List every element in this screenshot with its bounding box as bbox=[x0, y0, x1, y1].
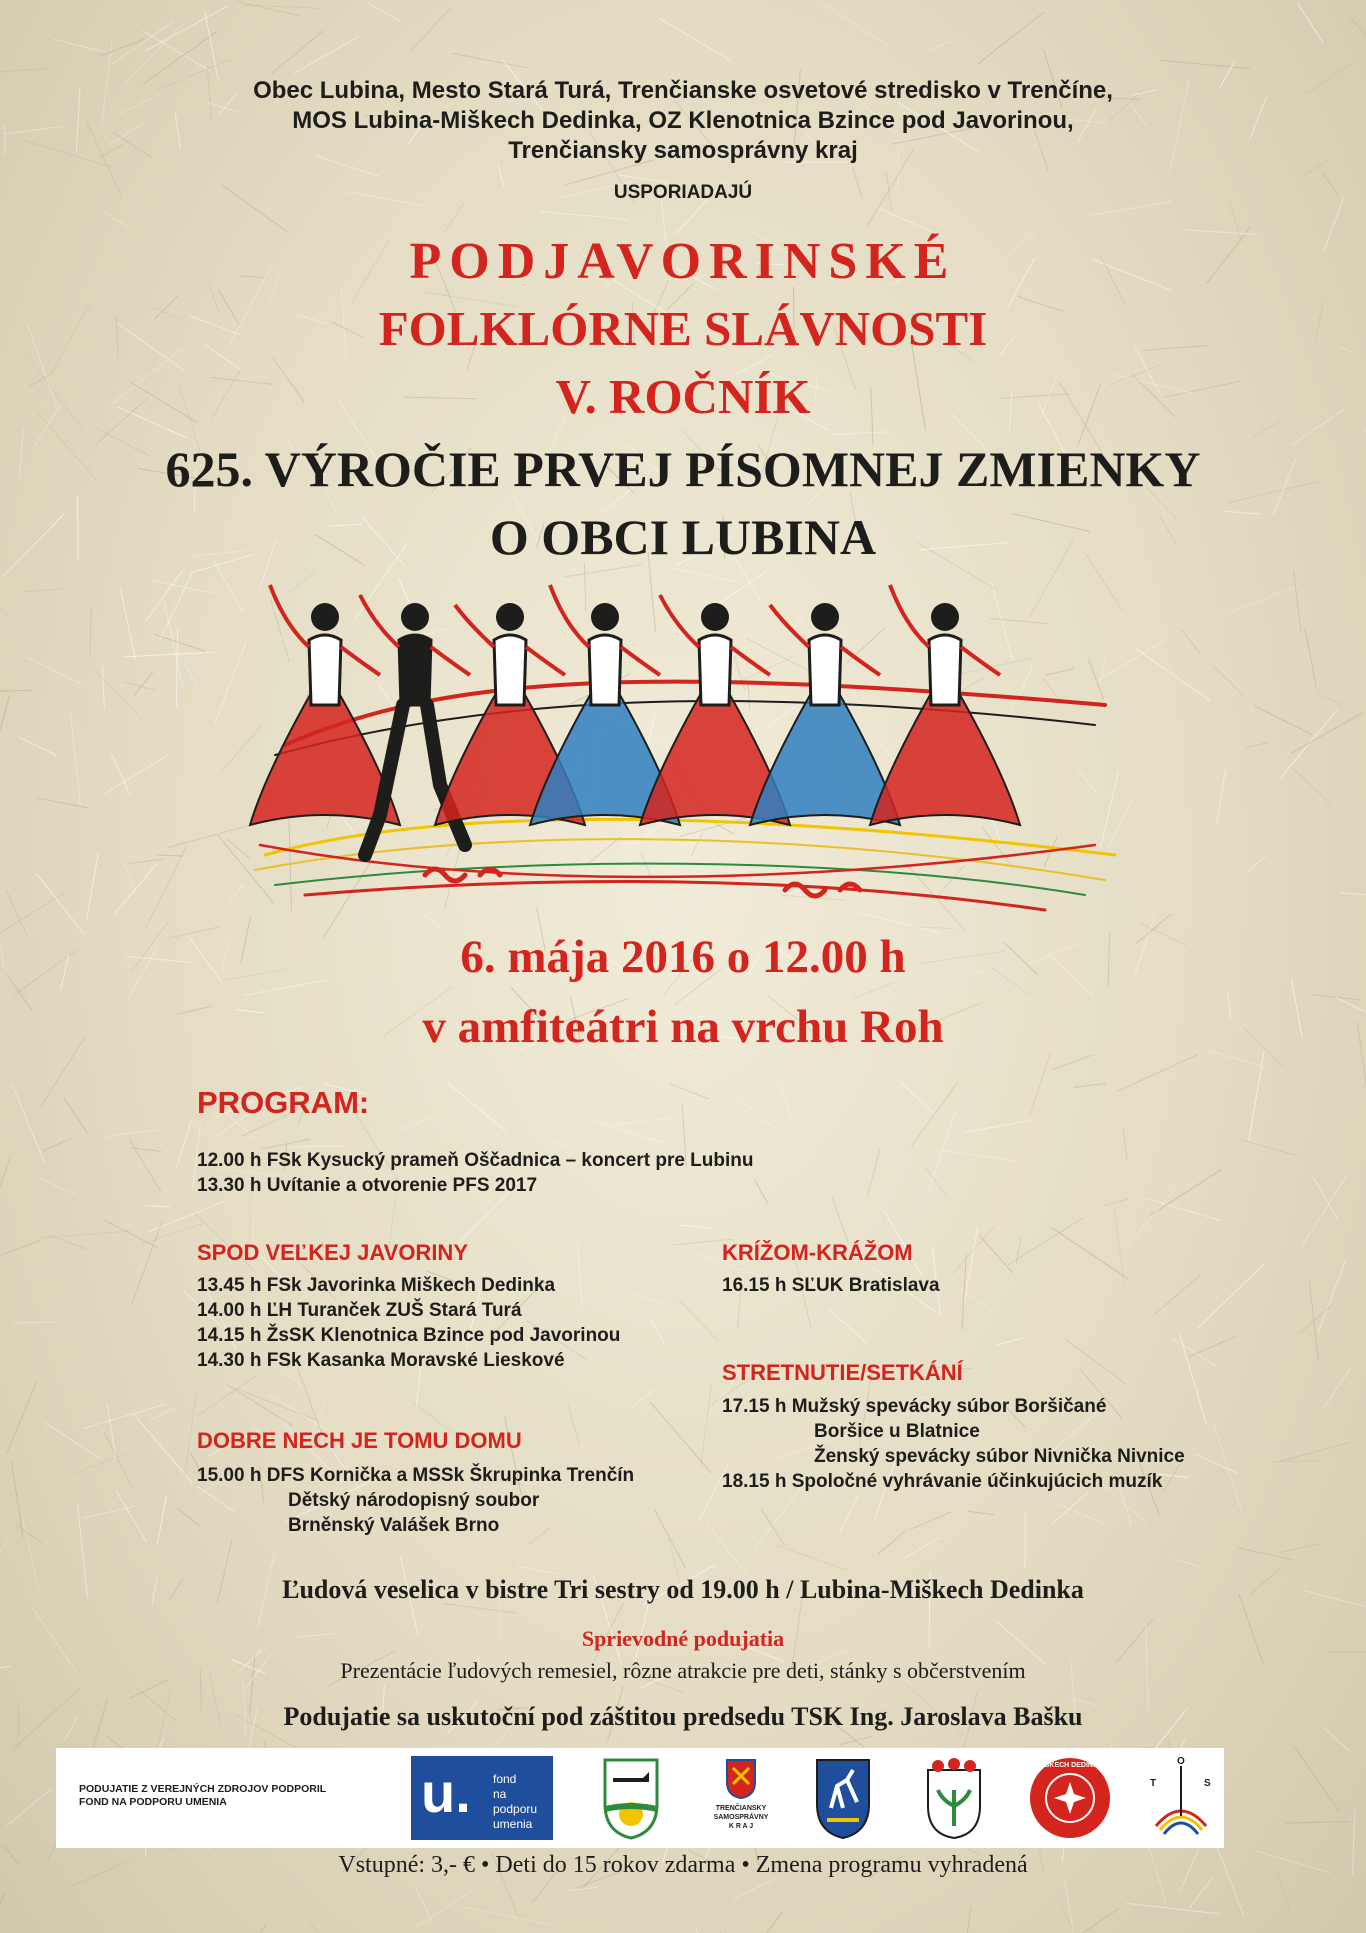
title-line-5: O OBCI LUBINA bbox=[489, 509, 877, 565]
program-text: Mužský spevácky súbor Boršičané bbox=[791, 1396, 1107, 1417]
program-item bbox=[197, 1463, 634, 1488]
program-text: Dětský národopisný soubor bbox=[288, 1490, 540, 1511]
section-spod-heading: SPOD VEĽKEJ JAVORINY bbox=[197, 1240, 468, 1265]
program-time: 12.00 h bbox=[197, 1150, 262, 1171]
tos-emblem-icon bbox=[1146, 1756, 1216, 1840]
event-date: 6. mája 2016 o 12.00 h bbox=[460, 931, 906, 983]
tos-letter: O bbox=[1177, 1756, 1185, 1767]
fund-support-text bbox=[79, 1783, 326, 1809]
organizers-line: Trenčiansky samosprávny kraj bbox=[508, 137, 858, 164]
fund-text-line: FOND NA PODPORU UMENIA bbox=[79, 1796, 227, 1808]
fund-text-line: PODUJATIE Z VEREJNÝCH ZDROJOV PODPORIL bbox=[79, 1783, 327, 1795]
program-time: 14.30 h bbox=[197, 1350, 262, 1371]
program-item bbox=[197, 1148, 754, 1173]
program-time: 14.00 h bbox=[197, 1300, 262, 1321]
program-text: SĽUK Bratislava bbox=[791, 1275, 940, 1296]
program-item bbox=[197, 1173, 754, 1198]
tsk-logo bbox=[701, 1756, 781, 1840]
fpu-logo bbox=[411, 1756, 553, 1840]
sponsor-logos bbox=[56, 1748, 1224, 1848]
title-line-3: V. ROČNÍK bbox=[555, 369, 811, 424]
section-krizom-heading: KRÍŽOM-KRÁŽOM bbox=[722, 1240, 913, 1265]
program-text: Brněnský Valášek Brno bbox=[288, 1515, 500, 1536]
title-line-4: 625. VÝROČIE PRVEJ PÍSOMNEJ ZMIENKY bbox=[165, 441, 1201, 497]
section-spod-items bbox=[197, 1273, 620, 1373]
section-stretnutie-items bbox=[722, 1394, 1185, 1494]
title-line-2: FOLKLÓRNE SLÁVNOSTI bbox=[378, 301, 988, 356]
lubina-coat-of-arms-icon bbox=[601, 1756, 661, 1840]
tsk-text-line: TRENČIANSKY bbox=[715, 1805, 767, 1812]
fpu-name-line: fond bbox=[493, 1772, 517, 1786]
fpu-mark: u. bbox=[421, 1761, 471, 1824]
tsk-shield-icon bbox=[725, 1758, 757, 1800]
program-time: 13.45 h bbox=[197, 1275, 262, 1296]
program-text: FSk Kysucký prameň Oščadnica – koncert pre Lubinu bbox=[266, 1150, 754, 1171]
program-text: Spoločné vyhrávanie účinkujúcich muzík bbox=[791, 1471, 1163, 1492]
accompanying-heading: Sprievodné podujatia bbox=[581, 1626, 785, 1651]
fpu-name-line: na podporu bbox=[493, 1787, 538, 1816]
fpu-name bbox=[493, 1772, 553, 1832]
dancer-figure bbox=[870, 585, 1020, 825]
tos-letter: T bbox=[1150, 1778, 1157, 1789]
dancer-figure bbox=[750, 603, 900, 825]
program-item bbox=[722, 1394, 1185, 1419]
program-item bbox=[722, 1273, 940, 1298]
program-item bbox=[197, 1273, 620, 1298]
program-item bbox=[722, 1469, 1185, 1494]
miskech-dedinka-coat-of-arms-icon bbox=[922, 1756, 986, 1840]
stara-tura-coat-of-arms-icon bbox=[813, 1756, 873, 1840]
section-dobre-heading: DOBRE NECH JE TOMU DOMU bbox=[197, 1428, 522, 1453]
program-text: Ženský spevácky súbor Nivnička Nivnice bbox=[814, 1446, 1185, 1467]
folk-dancers-illustration bbox=[245, 555, 1125, 925]
program-text: Uvítanie a otvorenie PFS 2017 bbox=[266, 1175, 538, 1196]
program-heading: PROGRAM: bbox=[197, 1085, 370, 1120]
program-text: ĽH Turanček ZUŠ Stará Turá bbox=[266, 1300, 522, 1321]
program-time: 14.15 h bbox=[197, 1325, 262, 1346]
program-time: 17.15 h bbox=[722, 1396, 787, 1417]
tos-letter: S bbox=[1204, 1778, 1211, 1789]
tsk-text-line: K R A J bbox=[728, 1823, 754, 1830]
miskech-ring-text: MIŠKECH DEDINKA bbox=[1036, 1762, 1104, 1769]
fpu-name-line: umenia bbox=[493, 1817, 533, 1831]
section-krizom-items bbox=[722, 1273, 940, 1298]
program-time: 16.15 h bbox=[722, 1275, 787, 1296]
program-intro bbox=[197, 1148, 754, 1198]
event-venue: v amfiteátri na vrchu Roh bbox=[422, 1001, 944, 1053]
section-stretnutie-heading: STRETNUTIE/SETKÁNÍ bbox=[722, 1360, 963, 1385]
tsk-text-line: SAMOSPRÁVNY bbox=[713, 1814, 769, 1821]
program-time: 13.30 h bbox=[197, 1175, 262, 1196]
tsk-text bbox=[701, 1804, 781, 1831]
organizers-line: MOS Lubina-Miškech Dedinka, OZ Klenotnica Bzince pod Javorinou, bbox=[292, 107, 1074, 134]
title-line-1: PODJAVORINSKÉ bbox=[409, 233, 957, 290]
organizers-line: Obec Lubina, Mesto Stará Turá, Trenčianske osvetové stredisko v Trenčíne, bbox=[253, 77, 1113, 104]
organizers bbox=[0, 76, 1366, 166]
accompanying-text: Prezentácie ľudových remesiel, rôzne atrakcie pre deti, stánky s občerstvením bbox=[340, 1658, 1026, 1683]
program-time: 15.00 h bbox=[197, 1465, 262, 1486]
program-text: Boršice u Blatnice bbox=[814, 1421, 980, 1442]
tos-logo bbox=[1146, 1756, 1216, 1840]
program-text: FSk Javorinka Miškech Dedinka bbox=[266, 1275, 556, 1296]
footer-info: Vstupné: 3,- € • Deti do 15 rokov zdarma • Zmena programu vyhradená bbox=[338, 1852, 1028, 1878]
program-text: DFS Kornička a MSSk Škrupinka Trenčín bbox=[266, 1465, 635, 1486]
miskech-round-logo bbox=[1028, 1756, 1112, 1840]
section-dobre-items bbox=[197, 1463, 634, 1538]
program-item bbox=[197, 1348, 620, 1373]
program-text: FSk Kasanka Moravské Lieskové bbox=[266, 1350, 565, 1371]
program-text: ŽsSK Klenotnica Bzince pod Javorinou bbox=[266, 1325, 621, 1346]
patronage: Podujatie sa uskutoční pod záštitou predsedu TSK Ing. Jaroslava Bašku bbox=[283, 1702, 1083, 1731]
evening-party: Ľudová veselica v bistre Tri sestry od 19.00 h / Lubina-Miškech Dedinka bbox=[282, 1575, 1084, 1604]
usporiadaju-label: USPORIADAJÚ bbox=[613, 182, 753, 203]
program-item bbox=[197, 1323, 620, 1348]
program-item bbox=[197, 1298, 620, 1323]
program-time: 18.15 h bbox=[722, 1471, 787, 1492]
